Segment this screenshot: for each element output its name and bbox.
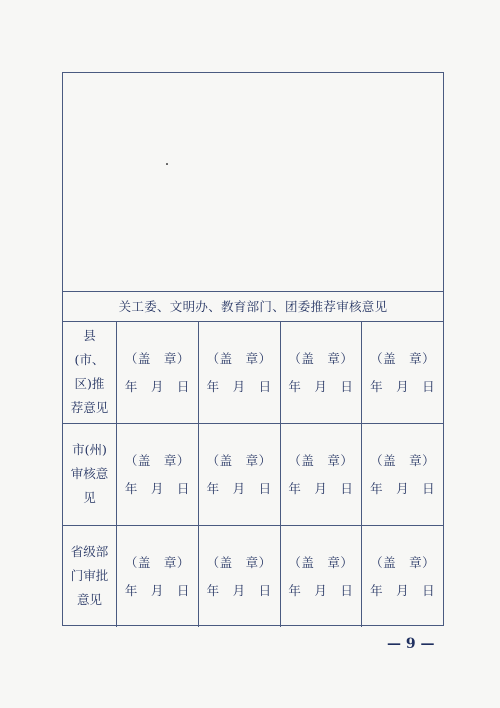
seal-label: （盖 章） (206, 351, 272, 366)
seal-label: （盖 章） (124, 453, 190, 468)
seal-label: （盖 章） (288, 351, 354, 366)
date-label: 年 月 日 (206, 379, 272, 394)
seal-label: （盖 章） (206, 555, 272, 570)
seal-label: （盖 章） (370, 555, 436, 570)
seal-label: （盖 章） (206, 453, 272, 468)
approval-form-table (62, 72, 444, 626)
sign-cell[interactable] (117, 321, 199, 423)
date-label: 年 月 日 (370, 481, 436, 496)
sign-cell[interactable] (281, 321, 363, 423)
seal-label: （盖 章） (288, 555, 354, 570)
review-row-province (63, 525, 443, 627)
row-label-cell (63, 525, 117, 627)
date-label: 年 月 日 (370, 583, 436, 598)
seal-label: （盖 章） (124, 351, 190, 366)
date-label: 年 月 日 (206, 481, 272, 496)
blank-writing-area[interactable] (63, 73, 443, 292)
seal-label: （盖 章） (124, 555, 190, 570)
seal-label: （盖 章） (370, 453, 436, 468)
date-label: 年 月 日 (124, 481, 190, 496)
row-label: 省级部门审批意见 (70, 544, 109, 607)
section-title: 关工委、文明办、教育部门、团委推荐审核意见 (63, 291, 443, 322)
date-label: 年 月 日 (124, 379, 190, 394)
ink-speck (166, 163, 168, 165)
sign-cell[interactable] (199, 321, 281, 423)
date-label: 年 月 日 (124, 583, 190, 598)
row-label: 市(州)审核意见 (70, 442, 109, 505)
seal-label: （盖 章） (288, 453, 354, 468)
date-label: 年 月 日 (288, 481, 354, 496)
date-label: 年 月 日 (370, 379, 436, 394)
row-label-cell (63, 321, 117, 423)
sign-cell[interactable] (117, 525, 199, 627)
date-label: 年 月 日 (288, 583, 354, 598)
review-row-county (63, 321, 443, 424)
row-label-cell (63, 423, 117, 525)
review-grid (63, 321, 443, 625)
sign-cell[interactable] (281, 423, 363, 525)
page-number: — 9 — (387, 636, 435, 652)
review-row-city (63, 423, 443, 526)
row-label: 县(市、区)推荐意见 (70, 328, 109, 415)
sign-cell[interactable] (362, 423, 443, 525)
sign-cell[interactable] (362, 321, 443, 423)
sign-cell[interactable] (362, 525, 443, 627)
seal-label: （盖 章） (370, 351, 436, 366)
date-label: 年 月 日 (288, 379, 354, 394)
sign-cell[interactable] (281, 525, 363, 627)
date-label: 年 月 日 (206, 583, 272, 598)
sign-cell[interactable] (117, 423, 199, 525)
sign-cell[interactable] (199, 525, 281, 627)
sign-cell[interactable] (199, 423, 281, 525)
